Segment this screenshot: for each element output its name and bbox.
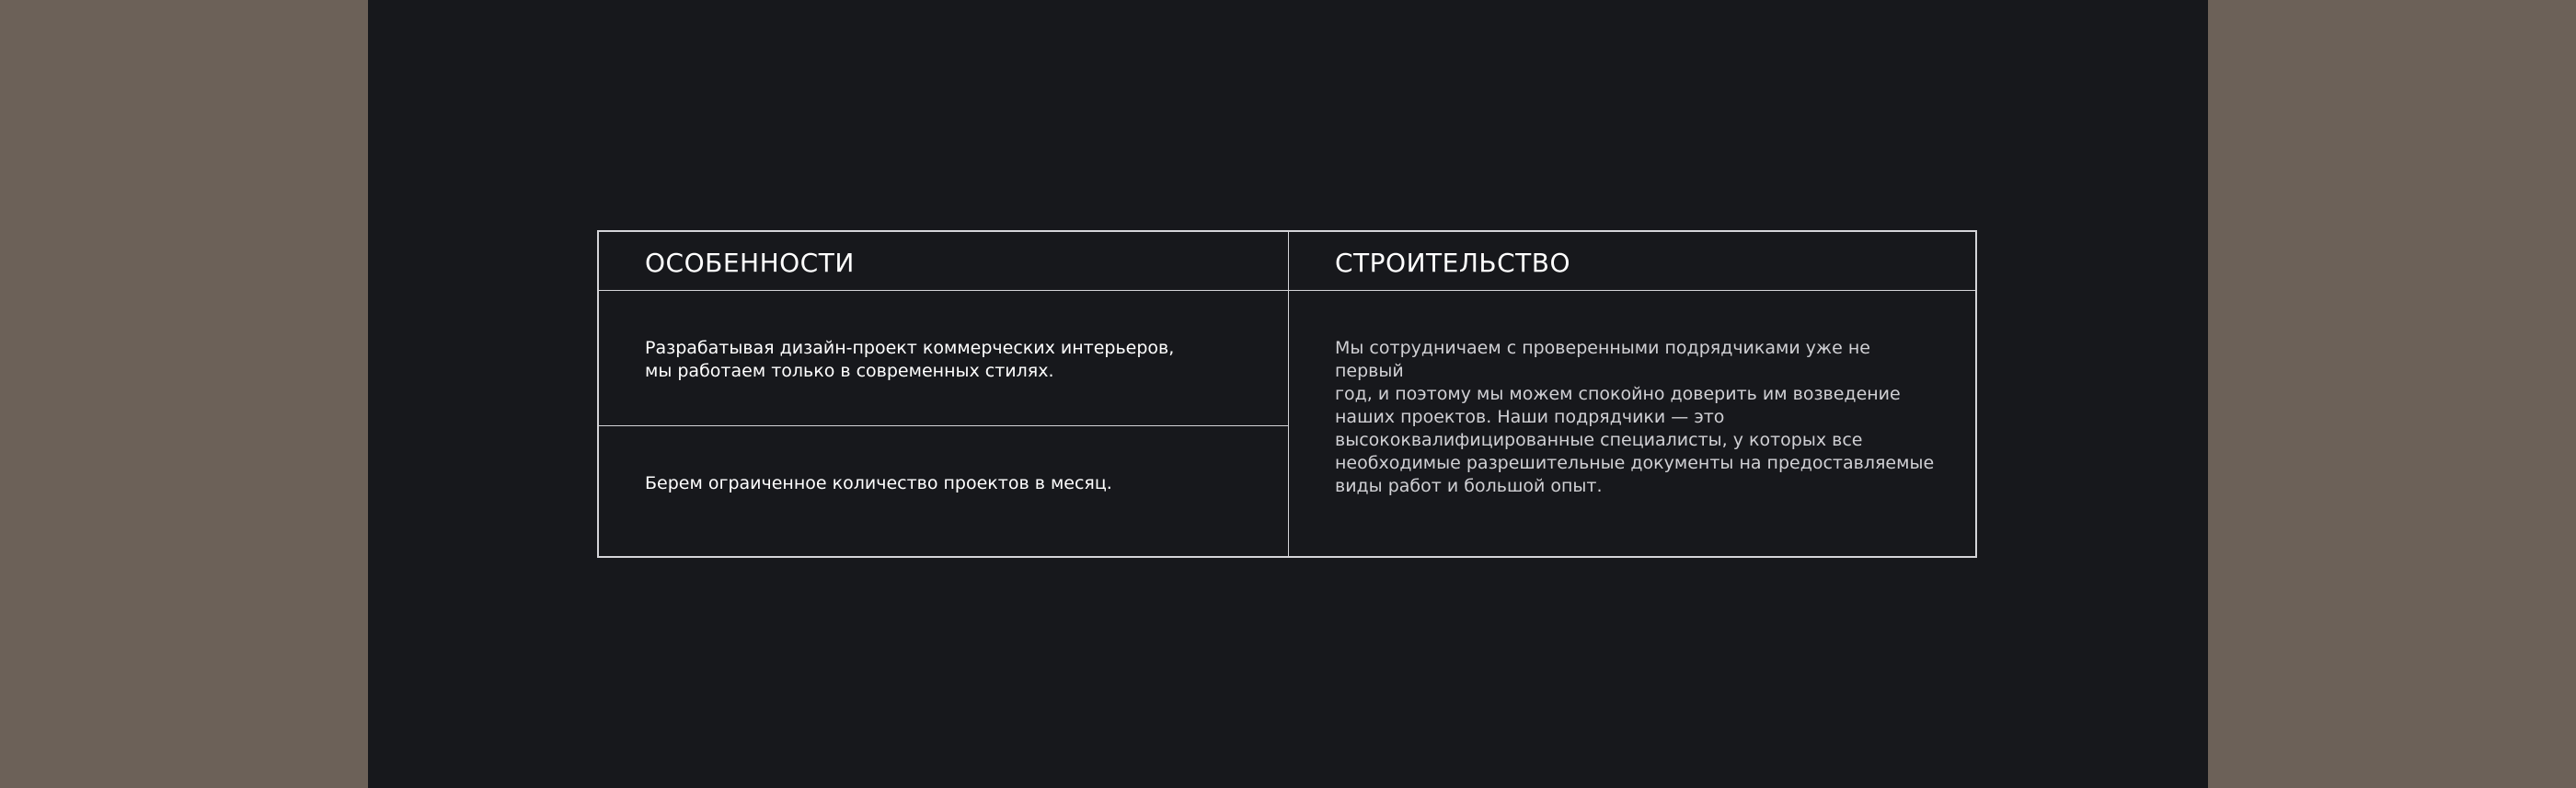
header-divider — [599, 290, 1975, 291]
feature-item-limited-projects: Берем ограиченное количество проектов в месяц. — [645, 473, 1112, 493]
features-heading: ОСОБЕННОСТИ — [645, 248, 855, 278]
column-divider — [1288, 232, 1289, 556]
feature-item-modern-styles: Разрабатывая дизайн-проект коммерческих интерьеров, мы работаем только в современных стилях. — [645, 338, 1175, 381]
construction-description: Мы сотрудничаем с проверенными подрядчиками уже не первый год, и поэтому мы можем спокойно доверить им возведение наших проектов. Наши подрядчики — это высококвалифицированные специалисты, у которых все необходимые разрешительные документы на предоставляемые виды работ и большой опыт. — [1335, 338, 1935, 496]
left-margin — [0, 0, 368, 788]
right-margin — [2208, 0, 2576, 788]
row-divider — [599, 425, 1289, 426]
info-table — [597, 230, 1977, 558]
construction-heading: СТРОИТЕЛЬСТВО — [1335, 248, 1570, 278]
main-panel — [368, 0, 2208, 788]
